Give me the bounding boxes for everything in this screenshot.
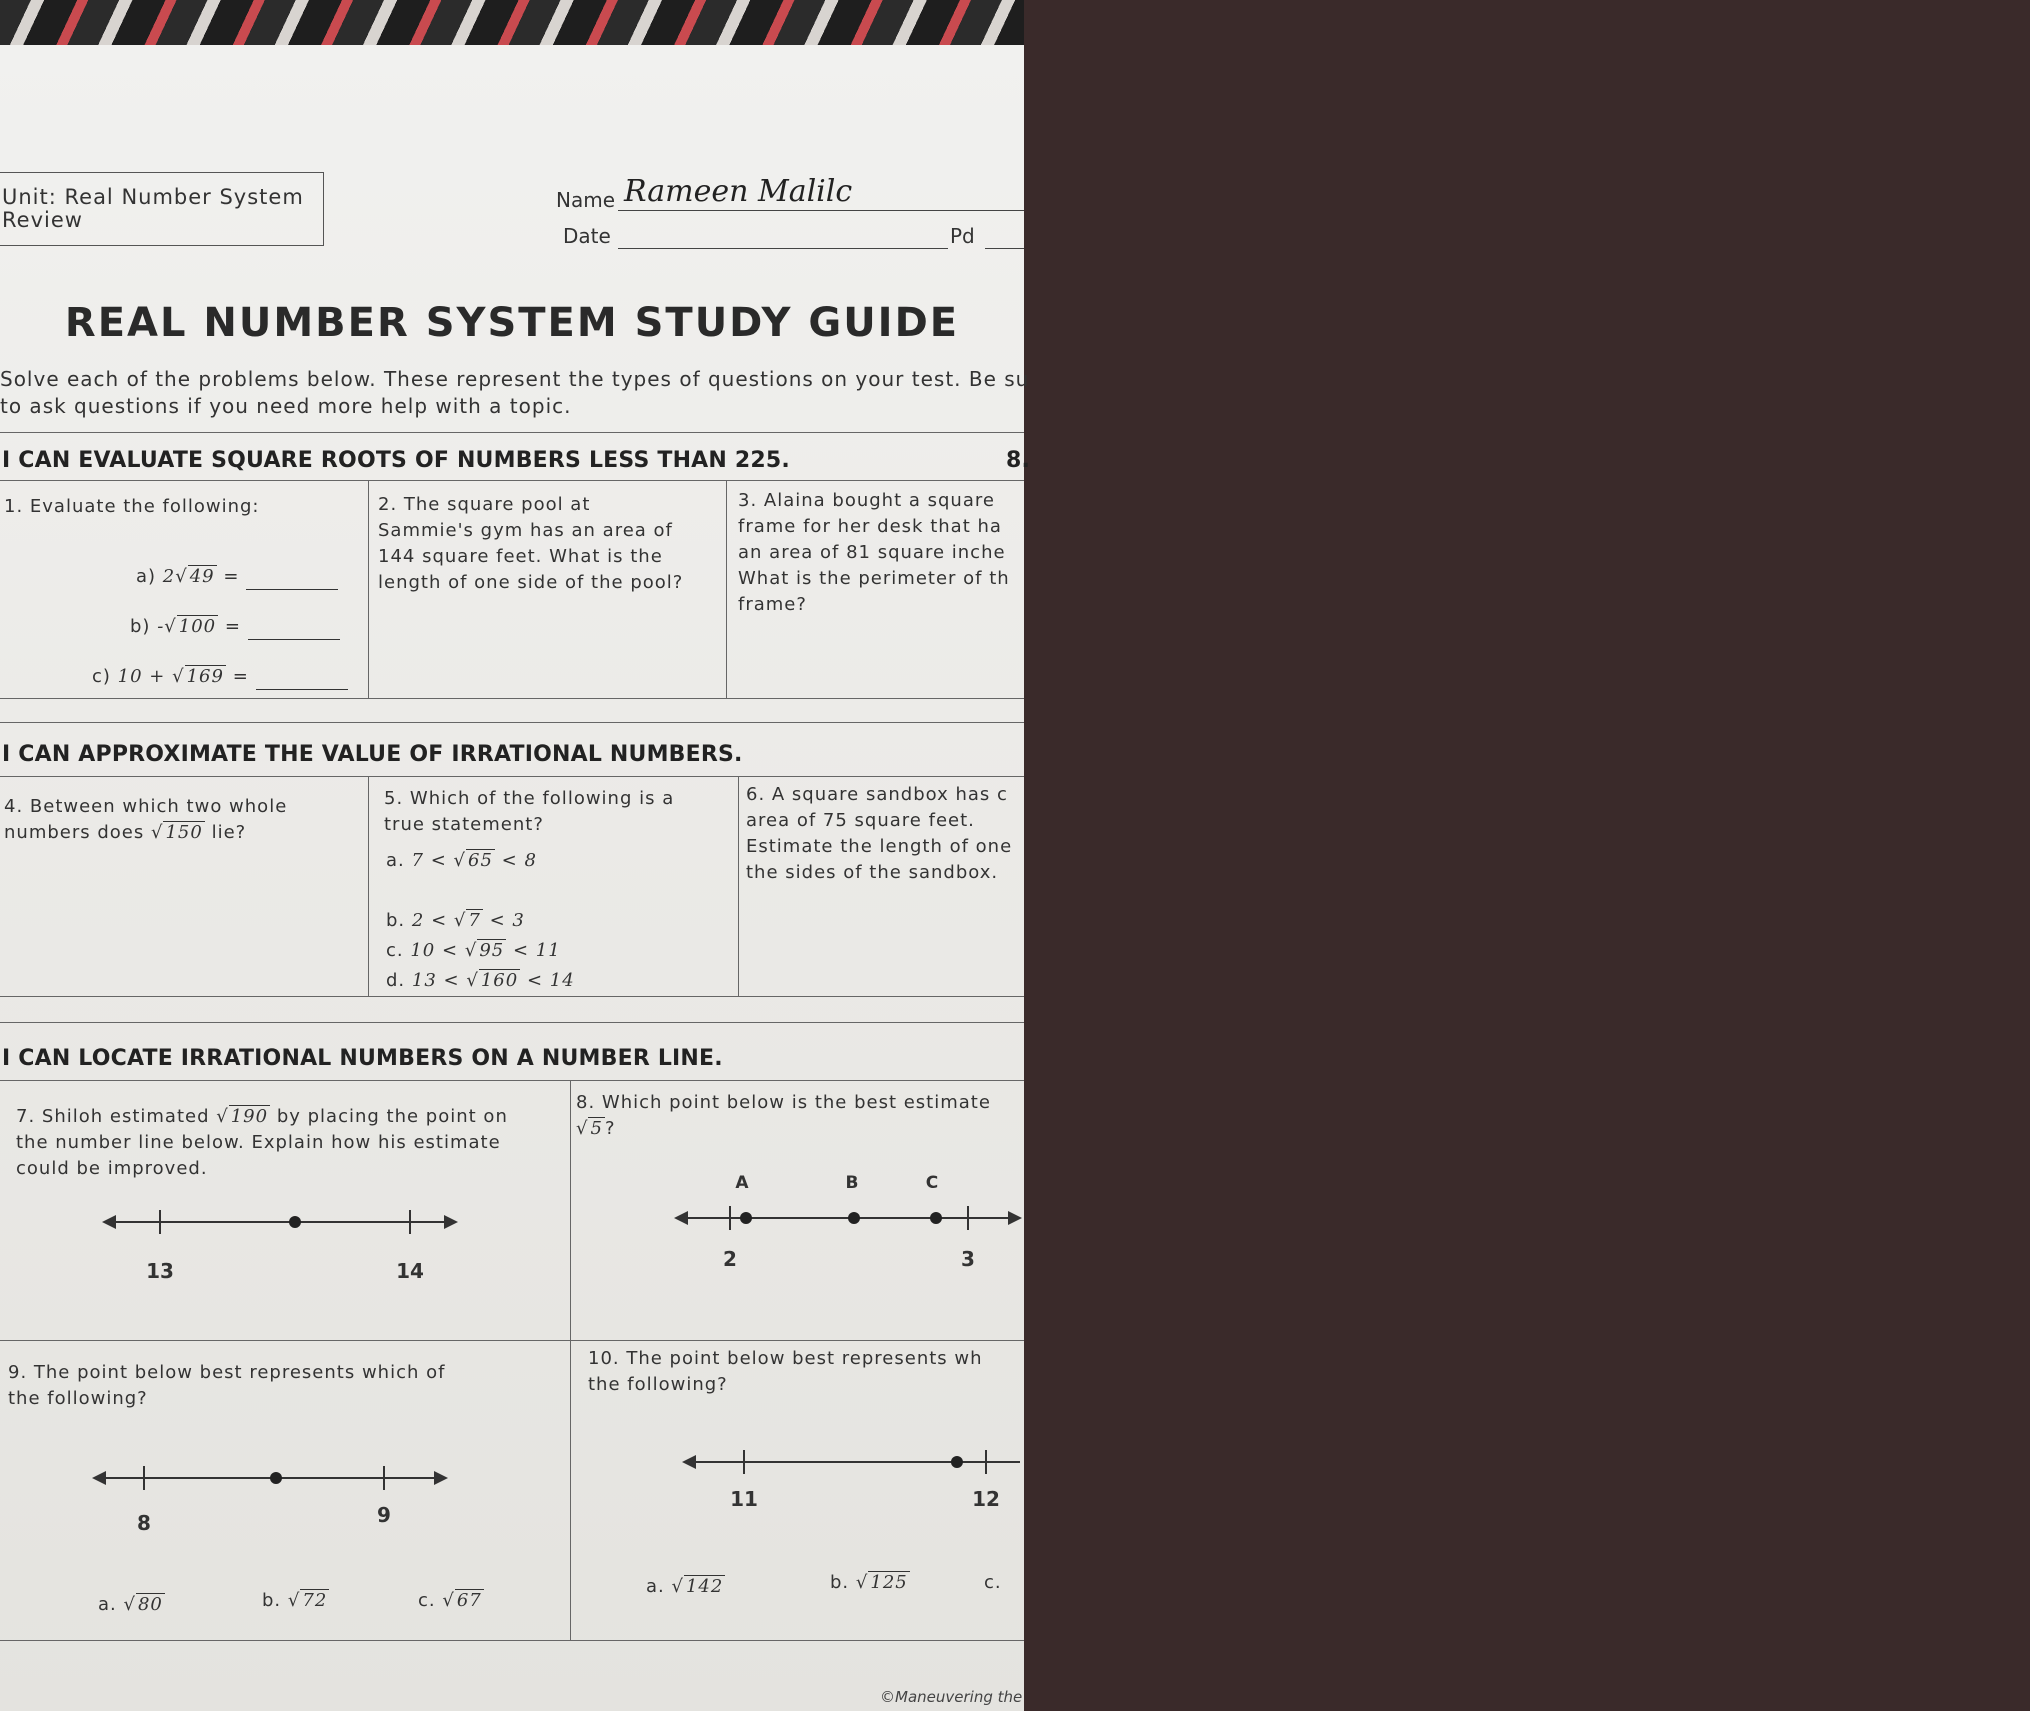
- divider: [0, 480, 1024, 481]
- tick-label-left: 8: [137, 1511, 151, 1535]
- question-1b: b) -√ 100 =: [130, 614, 340, 640]
- point-b: [848, 1212, 860, 1224]
- estimate-point: [951, 1456, 963, 1468]
- number-line-q8: [672, 1168, 1024, 1278]
- arrow-left-icon: [674, 1211, 688, 1225]
- answer-blank-1b[interactable]: [248, 621, 340, 640]
- instructions: [0, 366, 1040, 420]
- question-5: 5. Which of the following is a true statement?: [384, 788, 675, 835]
- arrow-right-icon: [434, 1471, 448, 1485]
- page-title: REAL NUMBER SYSTEM STUDY GUIDE: [64, 300, 960, 346]
- question-6: 6. A square sandbox has c area of 75 square feet. Estimate the length of one the sides of the sandbox.: [746, 784, 1013, 883]
- question-2: 2. The square pool at Sammie's gym has an area of 144 square feet. What is the length of one side of the pool?: [378, 494, 684, 593]
- estimate-point: [270, 1472, 282, 1484]
- question-10: 10. The point below best represents wh the following?: [588, 1348, 983, 1395]
- question-8: 8. Which point below is the best estimate √ 5 ?: [576, 1092, 991, 1139]
- divider: [0, 1080, 1024, 1081]
- instructions-line-1: Solve each of the problems below. These represent the types of questions on your test. Be su: [0, 367, 1030, 391]
- option-10c[interactable]: c.: [984, 1572, 1002, 1593]
- question-9: 9. The point below best represents which of the following?: [8, 1362, 446, 1409]
- tick-label-right: 14: [396, 1259, 424, 1283]
- question-1-prompt: 1. Evaluate the following:: [4, 496, 260, 517]
- section-heading-square-roots: I CAN EVALUATE SQUARE ROOTS OF NUMBERS LESS THAN 225.: [2, 448, 790, 473]
- review-label: Review: [2, 208, 83, 232]
- point-label-c: C: [925, 1173, 939, 1193]
- column-divider: [738, 776, 739, 996]
- option-10a[interactable]: a. √ 142: [646, 1576, 724, 1597]
- point-a: [740, 1212, 752, 1224]
- tick-label-left: 13: [146, 1259, 174, 1283]
- option-9b[interactable]: b. √ 72: [262, 1590, 328, 1611]
- column-divider: [726, 480, 727, 698]
- arrow-left-icon: [102, 1215, 116, 1229]
- question-3: 3. Alaina bought a square frame for her desk that ha an area of 81 square inche What is the perimeter of th frame?: [738, 490, 1010, 615]
- number-line-q7: [100, 1200, 460, 1290]
- point-label-b: B: [845, 1173, 859, 1193]
- option-5b[interactable]: b. 2 < √ 7 < 3: [386, 910, 525, 931]
- divider: [0, 432, 1024, 433]
- section-code: 8.: [1006, 448, 1031, 473]
- section-heading-number-line: I CAN LOCATE IRRATIONAL NUMBERS ON A NUMBER LINE.: [2, 1046, 723, 1071]
- option-9c[interactable]: c. √ 67: [418, 1590, 482, 1611]
- date-field[interactable]: [618, 224, 948, 249]
- point-c: [930, 1212, 942, 1224]
- name-label: Name: [556, 188, 616, 212]
- answer-blank-1a[interactable]: [246, 571, 338, 590]
- question-1c: c) 10 + √ 169 =: [92, 664, 348, 690]
- divider: [0, 1640, 1024, 1641]
- tick-label-right: 12: [972, 1487, 1000, 1511]
- option-9a[interactable]: a. √ 80: [98, 1594, 163, 1615]
- pd-label: Pd: [950, 224, 975, 248]
- question-1a: a) 2√ 49 =: [136, 564, 338, 590]
- footer-credit: ©Maneuvering the: [880, 1688, 1023, 1706]
- option-5a[interactable]: a. 7 < √ 65 < 8: [386, 850, 537, 871]
- pd-field[interactable]: [985, 224, 1024, 249]
- column-divider: [570, 1080, 571, 1640]
- option-10b[interactable]: b. √ 125: [830, 1572, 908, 1593]
- tick-label-right: 9: [377, 1503, 391, 1527]
- tick-label-left: 11: [730, 1487, 758, 1511]
- column-divider: [368, 480, 369, 698]
- option-5c[interactable]: c. 10 < √ 95 < 11: [386, 940, 561, 961]
- date-label: Date: [563, 224, 611, 248]
- arrow-left-icon: [92, 1471, 106, 1485]
- number-line-q9: [90, 1460, 450, 1540]
- instructions-line-2: to ask questions if you need more help with a topic.: [0, 394, 572, 418]
- divider: [0, 776, 1024, 777]
- answer-blank-1c[interactable]: [256, 671, 348, 690]
- section-heading-approximate: I CAN APPROXIMATE THE VALUE OF IRRATIONAL NUMBERS.: [2, 742, 743, 767]
- option-5d[interactable]: d. 13 < √ 160 < 14: [386, 970, 575, 991]
- arrow-right-icon: [1008, 1211, 1022, 1225]
- point-label-a: A: [735, 1173, 749, 1193]
- question-4: 4. Between which two whole numbers does √ 150 lie?: [4, 796, 288, 843]
- arrow-right-icon: [444, 1215, 458, 1229]
- number-line-q10: [680, 1444, 1024, 1524]
- name-handwriting: Rameen Malilc: [624, 174, 853, 209]
- divider: [0, 1022, 1024, 1023]
- divider: [0, 722, 1024, 723]
- tick-label-left: 2: [723, 1247, 737, 1271]
- divider: [0, 996, 1024, 997]
- divider: [0, 698, 1024, 699]
- column-divider: [368, 776, 369, 996]
- question-7: 7. Shiloh estimated √ 190 by placing the point on the number line below. Explain how his estimate could be improved.: [16, 1106, 508, 1179]
- arrow-left-icon: [682, 1455, 696, 1469]
- divider: [0, 1340, 1024, 1341]
- tick-label-right: 3: [961, 1247, 975, 1271]
- unit-label: Unit: Real Number System: [2, 185, 304, 209]
- estimate-point: [289, 1216, 301, 1228]
